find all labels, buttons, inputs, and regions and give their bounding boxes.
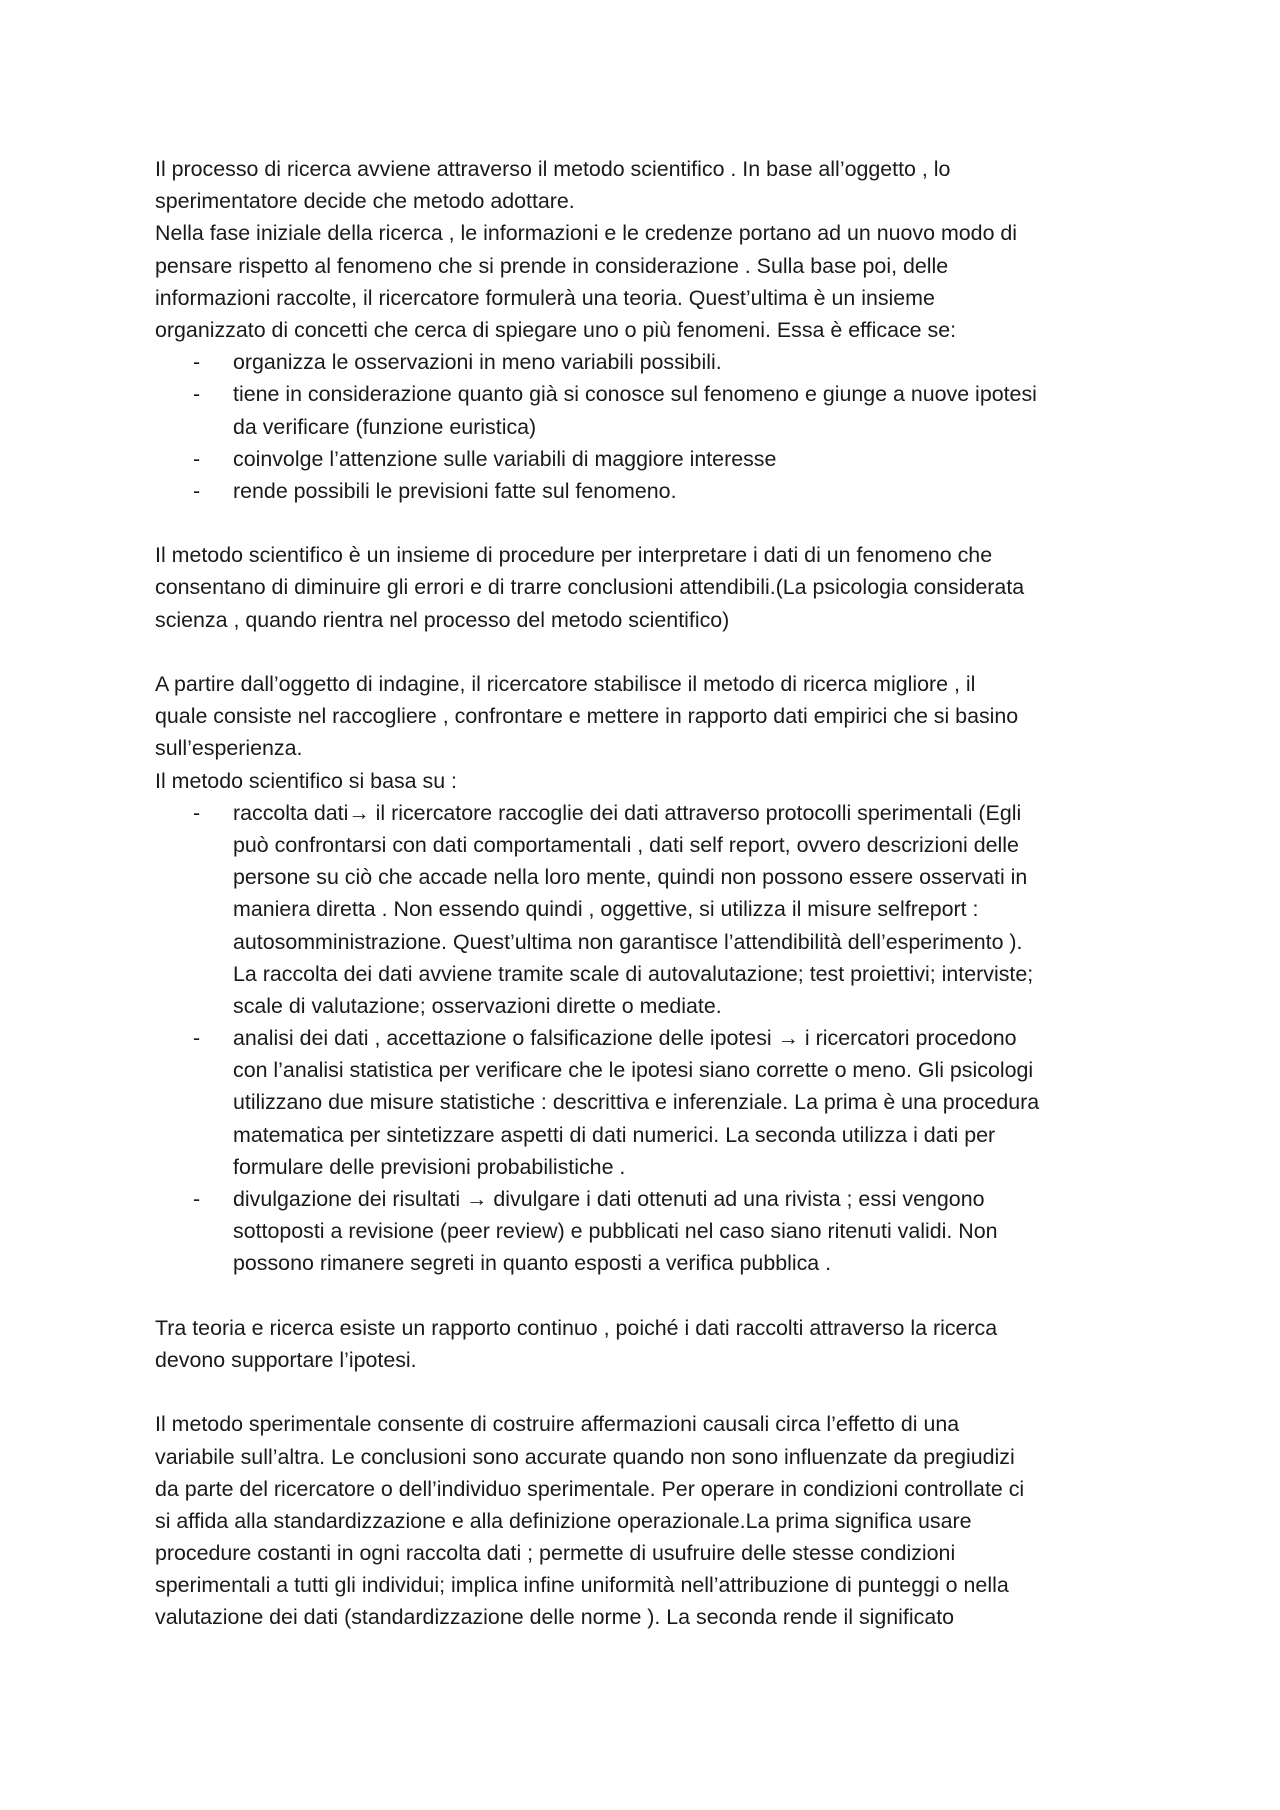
paragraph: [155, 539, 1145, 636]
text-line: organizzato di concetti che cerca di spiegare uno o più fenomeni. Essa è efficace se:: [155, 317, 957, 342]
text-line: Nella fase iniziale della ricerca , le informazioni e le credenze portano ad un nuovo modo di: [155, 221, 1018, 246]
list-item-line: maniera diretta . Non essendo quindi , oggettive, si utilizza il misure selfreport :: [233, 897, 979, 922]
text-line: Il metodo sperimentale consente di costruire affermazioni causali circa l’effetto di una: [155, 1412, 960, 1437]
list-item-line: La raccolta dei dati avviene tramite scale di autovalutazione; test proiettivi; interviste;: [233, 961, 1034, 986]
list-item-line: scale di valutazione; osservazioni dirette o mediate.: [233, 993, 722, 1018]
list-item-line: utilizzano due misure statistiche : descrittiva e inferenziale. La prima è una procedura: [233, 1090, 1040, 1115]
list-item-line: da verificare (funzione euristica): [233, 414, 537, 439]
text-line: scienza , quando rientra nel processo del metodo scientifico): [155, 607, 730, 632]
text-line: sperimentali a tutti gli individui; implica infine uniformità nell’attribuzione di punteggi o nella: [155, 1573, 1009, 1598]
list-item-line: organizza le osservazioni in meno variabili possibili.: [233, 350, 722, 375]
list-item: [155, 475, 1145, 507]
list-item-line: persone su ciò che accade nella loro mente, quindi non possono essere osservati in: [233, 865, 1028, 890]
list-marker: -: [193, 350, 201, 375]
list-item-line: coinvolge l’attenzione sulle variabili di maggiore interesse: [233, 446, 777, 471]
paragraph-gap: [155, 636, 1145, 668]
list-item-line: con l’analisi statistica per verificare che le ipotesi siano corrette o meno. Gli psicologi: [233, 1058, 1034, 1083]
list-marker: -: [193, 446, 201, 471]
list-item-line: divulgazione dei risultati → divulgare i dati ottenuti ad una rivista ; essi vengono: [233, 1187, 985, 1211]
list-marker: -: [193, 800, 201, 825]
list-marker: -: [193, 382, 201, 407]
list-item-line: possono rimanere segreti in quanto esposti a verifica pubblica .: [233, 1251, 832, 1276]
text-line: valutazione dei dati (standardizzazione delle norme ). La seconda rende il significato: [155, 1605, 955, 1630]
list-item: [155, 1022, 1145, 1183]
paragraph: [155, 1408, 1145, 1633]
text-line: Il processo di ricerca avviene attraverso il metodo scientifico . In base all’oggetto , lo: [155, 157, 951, 181]
text-line: consentano di diminuire gli errori e di trarre conclusioni attendibili.(La psicologia considerata: [155, 575, 1025, 600]
paragraph-gap: [155, 1376, 1145, 1408]
text-line: Tra teoria e ricerca esiste un rapporto continuo , poiché i dati raccolti attraverso la ricerca: [155, 1315, 998, 1340]
text-line: Il metodo scientifico è un insieme di procedure per interpretare i dati di un fenomeno che: [155, 543, 993, 568]
list-item: [155, 443, 1145, 475]
list-item-line: matematica per sintetizzare aspetti di dati numerici. La seconda utilizza i dati per: [233, 1122, 996, 1147]
text-line: Il metodo scientifico si basa su :: [155, 768, 457, 793]
list-item-line: sottoposti a revisione (peer review) e pubblicati nel caso siano ritenuti validi. Non: [233, 1219, 998, 1244]
paragraph: [155, 668, 1145, 797]
list-item: [155, 378, 1145, 442]
list-item-line: analisi dei dati , accettazione o falsificazione delle ipotesi → i ricercatori procedono: [233, 1026, 1017, 1051]
list-item-line: può confrontarsi con dati comportamentali , dati self report, ovvero descrizioni delle: [233, 832, 1019, 857]
text-line: si affida alla standardizzazione e alla definizione operazionale.La prima significa usare: [155, 1508, 972, 1533]
list-item-line: raccolta dati→ il ricercatore raccoglie dei dati attraverso protocolli sperimentali (Egli: [233, 800, 1022, 825]
list-item: [155, 346, 1145, 378]
text-line: devono supportare l’ipotesi.: [155, 1347, 417, 1372]
paragraph: [155, 153, 1145, 346]
document-page: [155, 153, 1145, 1634]
text-line: quale consiste nel raccogliere , confrontare e mettere in rapporto dati empirici che si basino: [155, 704, 1019, 729]
text-line: sperimentatore decide che metodo adottare.: [155, 189, 575, 214]
paragraph: [155, 1312, 1145, 1376]
paragraph-gap: [155, 507, 1145, 539]
list-item: [155, 1183, 1145, 1280]
text-line: sull’esperienza.: [155, 736, 303, 761]
text-line: procedure costanti in ogni raccolta dati ; permette di usufruire delle stesse condizioni: [155, 1541, 956, 1566]
list-item-line: formulare delle previsioni probabilistiche .: [233, 1154, 626, 1179]
list-item-line: autosomministrazione. Quest’ultima non garantisce l’attendibilità dell’esperimento ).: [233, 929, 1023, 954]
text-line: da parte del ricercatore o dell’individuo sperimentale. Per operare in condizioni controllate ci: [155, 1476, 1025, 1501]
text-line: pensare rispetto al fenomeno che si prende in considerazione . Sulla base poi, delle: [155, 253, 949, 278]
list-item-line: tiene in considerazione quanto già si conosce sul fenomeno e giunge a nuove ipotesi: [233, 382, 1037, 407]
list-item: [155, 797, 1145, 1022]
paragraph-gap: [155, 1280, 1145, 1312]
list-marker: -: [193, 478, 201, 503]
list-marker: -: [193, 1026, 201, 1051]
text-line: informazioni raccolte, il ricercatore formulerà una teoria. Quest’ultima è un insieme: [155, 285, 935, 310]
text-line: A partire dall’oggetto di indagine, il ricercatore stabilisce il metodo di ricerca migliore , il: [155, 672, 976, 696]
text-line: variabile sull’altra. Le conclusioni sono accurate quando non sono influenzate da pregiudizi: [155, 1444, 1015, 1469]
bullet-list: [155, 797, 1145, 1280]
list-item-line: rende possibili le previsioni fatte sul fenomeno.: [233, 478, 677, 503]
bullet-list: [155, 346, 1145, 507]
list-marker: -: [193, 1187, 201, 1211]
